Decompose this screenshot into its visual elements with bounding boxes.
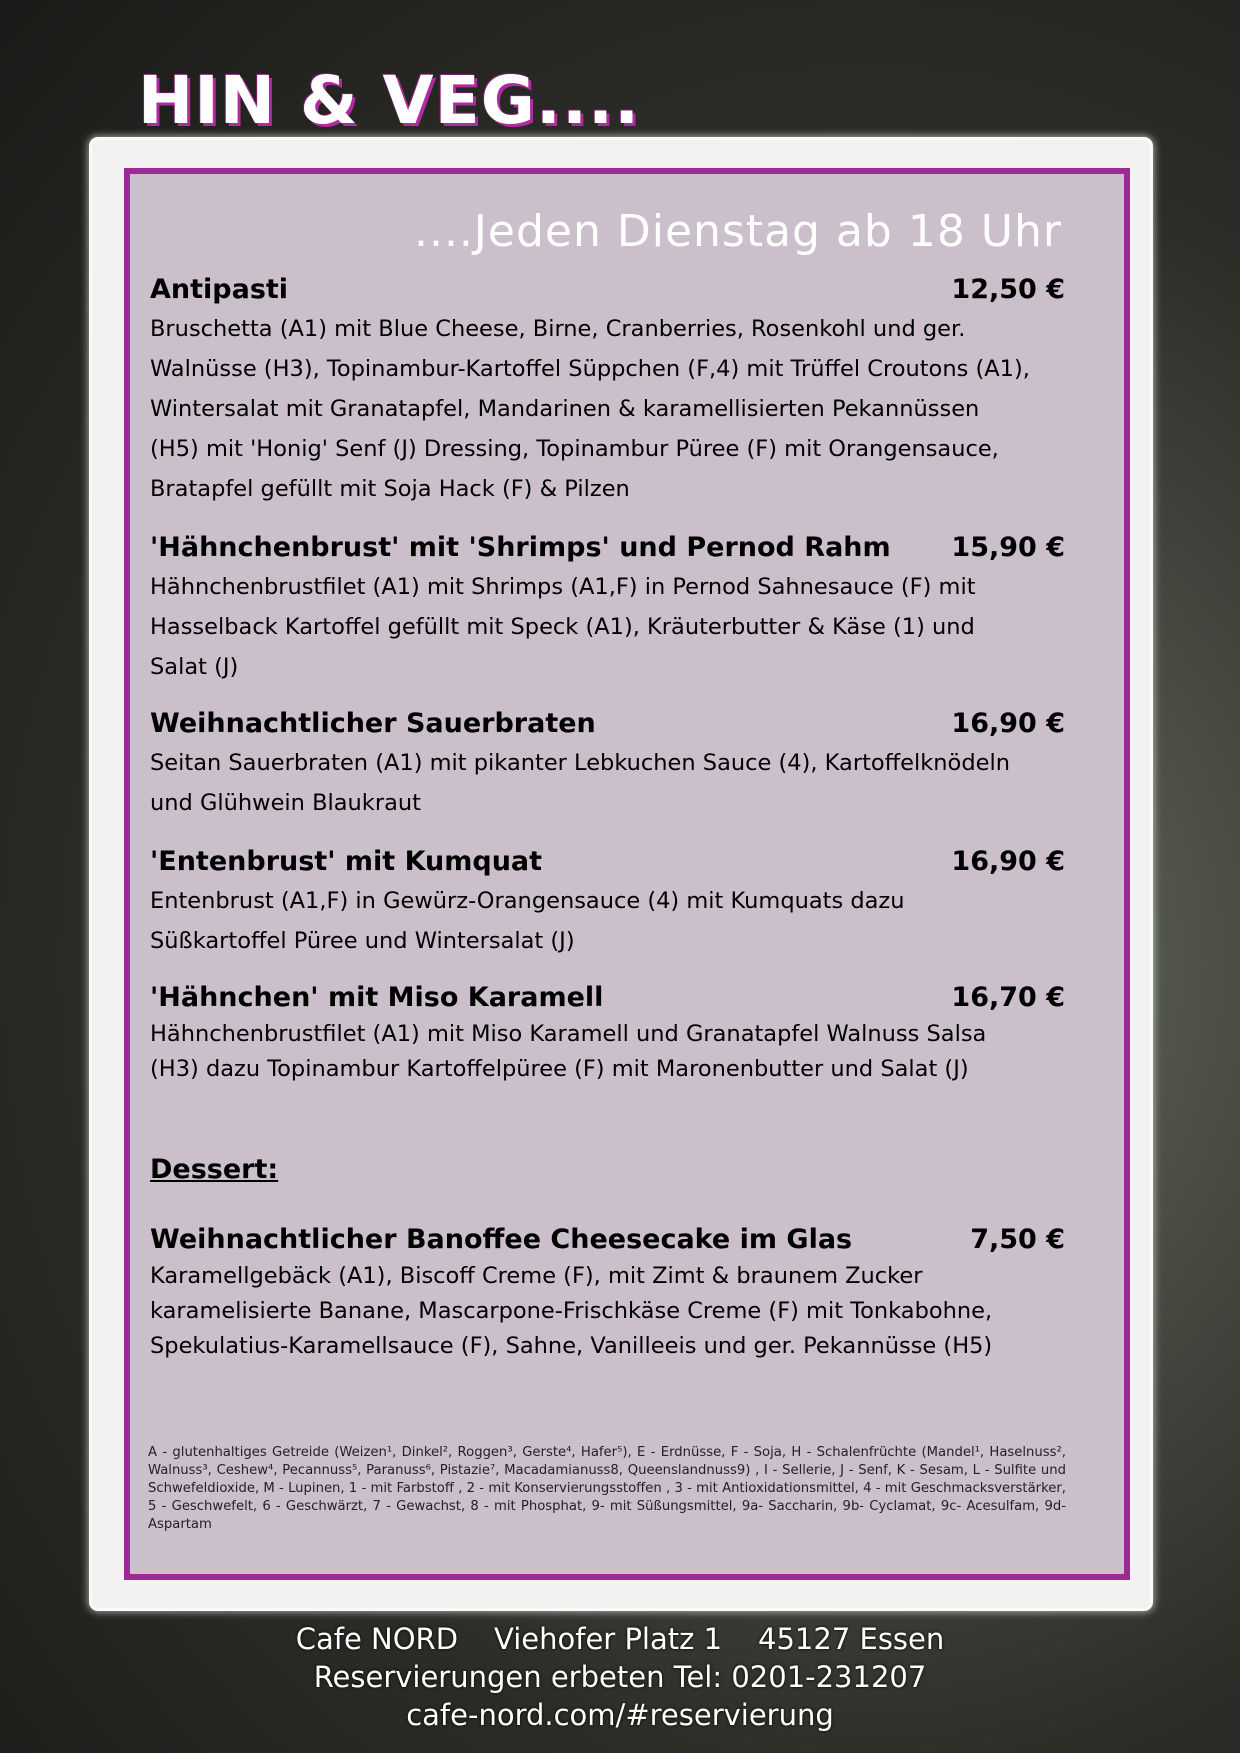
item-price: 16,70 € bbox=[951, 982, 1065, 1013]
item-name: Weihnachtlicher Banoffee Cheesecake im Glas bbox=[150, 1224, 853, 1255]
item-description: Bruschetta (A1) mit Blue Cheese, Birne, Cranberries, Rosenkohl und ger. Walnüsse (H3), Topinambur-Kartoffel Süppchen (F,4) mit Trüffel Croutons (A1), Wintersalat mit Granatapfel, Mandarinen & karamellisierten Pekannüssen (H5) mit 'Honig' Senf (J) Dressing, Topinambur Püree (F) mit Orangensauce, Bratapfel gefüllt mit Soja Hack (F) & Pilzen bbox=[150, 316, 1030, 502]
item-description: Hähnchenbrustfilet (A1) mit Miso Karamell und Granatapfel Walnuss Salsa (H3) dazu Topinambur Kartoffelpüree (F) mit Maronenbutter und Salat (J) bbox=[150, 1021, 987, 1082]
menu-item-entenbrust bbox=[150, 846, 1065, 961]
cafe-name: Cafe NORD bbox=[295, 1622, 459, 1656]
page-title: HIN & VEG.... bbox=[138, 62, 641, 139]
menu-item-sauerbraten bbox=[150, 708, 1065, 823]
item-price: 16,90 € bbox=[951, 708, 1065, 739]
menu-item-haehnchenbrust bbox=[150, 532, 1065, 687]
reservation-link[interactable]: cafe-nord.com/#reservierung bbox=[406, 1698, 834, 1732]
item-name: Weihnachtlicher Sauerbraten bbox=[150, 708, 596, 739]
city: 45127 Essen bbox=[758, 1622, 945, 1656]
item-price: 12,50 € bbox=[951, 274, 1065, 305]
menu-item-haehnchen-miso bbox=[150, 982, 1065, 1087]
item-description: Hähnchenbrustfilet (A1) mit Shrimps (A1,F) in Pernod Sahnesauce (F) mit Hasselback Kartoffel gefüllt mit Speck (A1), Kräuterbutter & Käse (1) und Salat (J) bbox=[150, 574, 976, 680]
item-price: 16,90 € bbox=[951, 846, 1065, 877]
footer bbox=[0, 1620, 1240, 1734]
item-name: Antipasti bbox=[150, 274, 289, 305]
menu-item-antipasti bbox=[150, 274, 1065, 509]
footer-address-line bbox=[0, 1620, 1240, 1658]
reservation-phone: Reservierungen erbeten Tel: 0201-231207 bbox=[313, 1660, 927, 1694]
item-price: 7,50 € bbox=[970, 1224, 1065, 1255]
item-name: 'Hähnchenbrust' mit 'Shrimps' und Pernod Rahm bbox=[150, 532, 891, 563]
item-description: Seitan Sauerbraten (A1) mit pikanter Lebkuchen Sauce (4), Kartoffelknödeln und Glühwein Blaukraut bbox=[150, 750, 1010, 816]
item-description: Karamellgebäck (A1), Biscoff Creme (F), mit Zimt & braunem Zucker karamelisierte Banane, Mascarpone-Frischkäse Creme (F) mit Tonkabohne, Spekulatius-Karamellsauce (F), Sahne, Vanilleeis und ger. Pekannüsse (H5) bbox=[150, 1263, 993, 1359]
item-description: Entenbrust (A1,F) in Gewürz-Orangensauce (4) mit Kumquats dazu Süßkartoffel Püree und Wintersalat (J) bbox=[150, 888, 905, 954]
item-name: 'Entenbrust' mit Kumquat bbox=[150, 846, 543, 877]
item-name: 'Hähnchen' mit Miso Karamell bbox=[150, 982, 604, 1013]
item-price: 15,90 € bbox=[951, 532, 1065, 563]
menu-item-dessert bbox=[150, 1224, 1065, 1364]
street-address: Viehofer Platz 1 bbox=[494, 1622, 723, 1656]
allergen-legend: A - glutenhaltiges Getreide (Weizen¹, Dinkel², Roggen³, Gerste⁴, Hafer⁵), E - Erdnüsse, F - Soja, H - Schalenfrüchte (Mandel¹, Haselnuss², Walnuss³, Ceshew⁴, Pecannuss⁵, Paranuss⁶, Pistazie⁷, Macadamianuss8, Queenslandnuss9) , I - Sellerie, J - Senf, K - Sesam, L - Sulfite und Schwefeldioxide, M - Lupinen, 1 - mit Farbstoff , 2 - mit Konservierungsstoffen , 3 - mit Antioxidationsmittel, 4 - mit Geschmacksverstärker, 5 - Geschwefelt, 6 - Geschwärzt, 7 - Gewachst, 8 - mit Phosphat, 9- mit Süßungsmittel, 9a- Saccharin, 9b- Cyclamat, 9c- Acesulfam, 9d- Aspartam bbox=[148, 1445, 1066, 1532]
menu-subtitle: ....Jeden Dienstag ab 18 Uhr bbox=[413, 206, 1062, 257]
menu-panel bbox=[124, 168, 1130, 1580]
dessert-heading: Dessert: bbox=[150, 1154, 279, 1185]
